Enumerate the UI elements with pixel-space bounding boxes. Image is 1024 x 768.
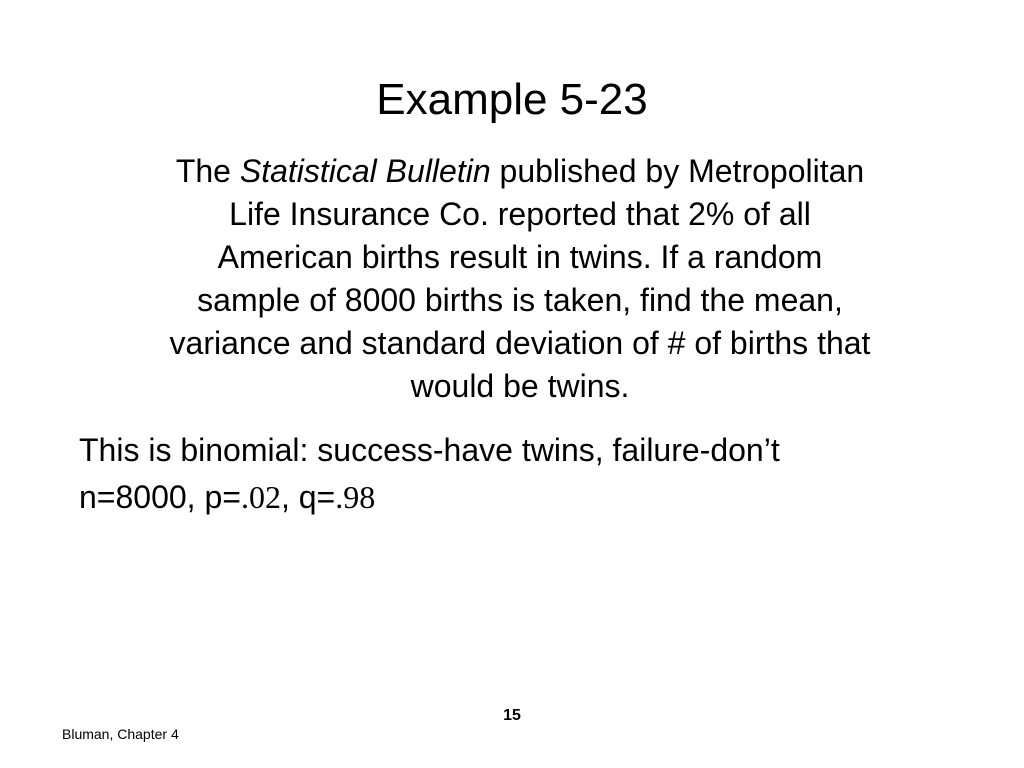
- p-value: .02: [240, 479, 281, 515]
- problem-statement: [60, 150, 980, 408]
- solution-line-1: This is binomial: success-have twins, failure-don’t: [79, 432, 780, 468]
- footer-source: Bluman, Chapter 4: [62, 726, 179, 742]
- problem-line-5: variance and standard deviation of # of births that: [169, 325, 871, 361]
- publication-title: Statistical Bulletin: [239, 153, 491, 189]
- problem-line-1: [60, 150, 980, 193]
- page-number: 15: [503, 707, 521, 724]
- solution-n-and-p-label: n=8000, p=: [79, 479, 241, 515]
- problem-line-6: would be twins.: [410, 368, 630, 404]
- slide-title: Example 5-23: [376, 75, 648, 124]
- q-label: , q=: [280, 479, 336, 515]
- q-value: .98: [335, 479, 376, 515]
- solution-text: [79, 427, 999, 521]
- problem-line-3: American births result in twins. If a random: [217, 239, 823, 275]
- problem-line-1-prefix: The: [175, 153, 240, 189]
- problem-line-2: Life Insurance Co. reported that 2% of all: [229, 196, 811, 232]
- problem-line-4: sample of 8000 births is taken, find the mean,: [197, 282, 843, 318]
- solution-line-2: [79, 474, 999, 521]
- problem-line-1-suffix: published by Metropolitan: [490, 153, 865, 189]
